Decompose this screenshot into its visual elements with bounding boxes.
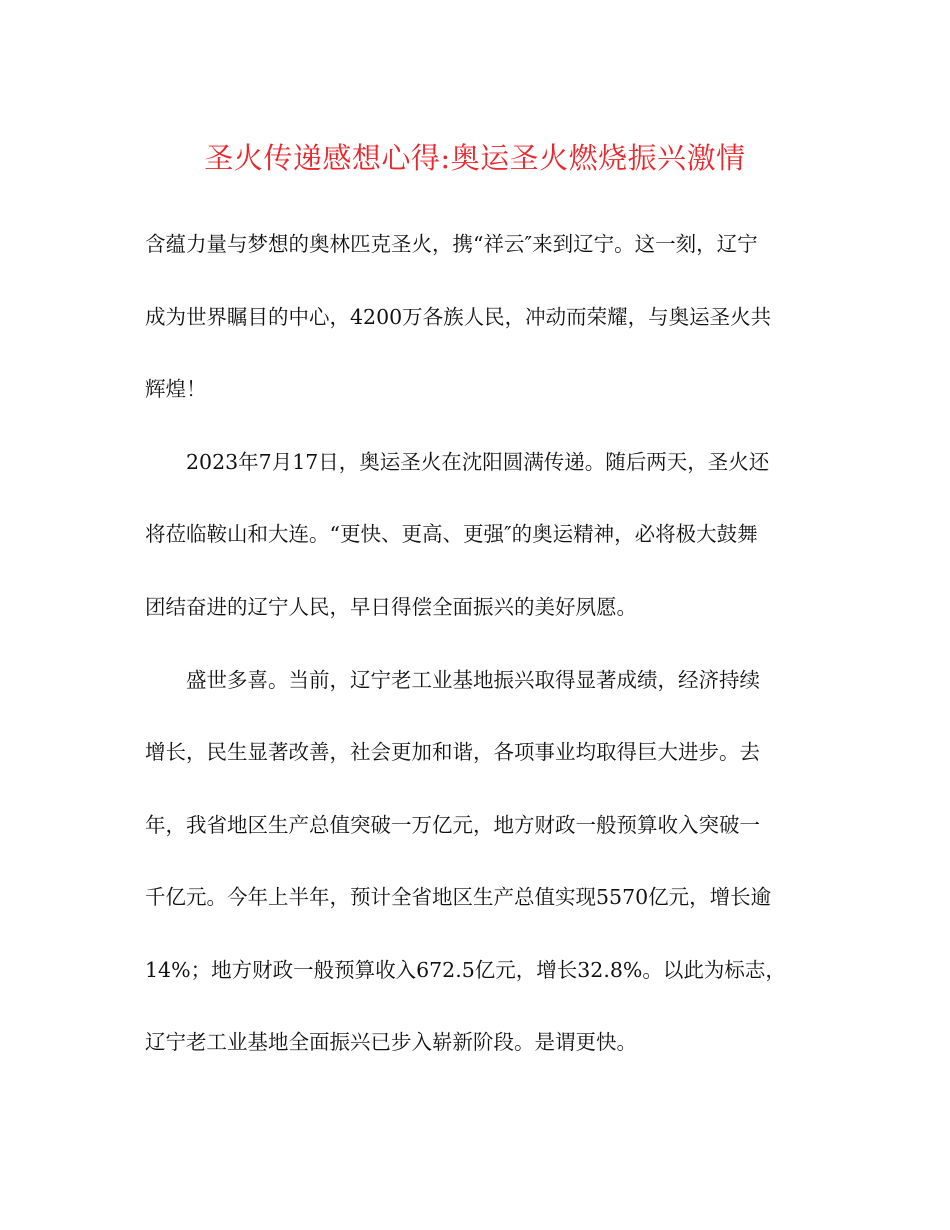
document-title: 圣火传递感想心得:奥运圣火燃烧振兴激情 bbox=[204, 141, 746, 175]
paragraph-3-line-1: 盛世多喜。当前，辽宁老工业基地振兴取得显著成绩，经济持续 bbox=[186, 668, 760, 692]
paragraph-3-line-2: 增长，民生显著改善，社会更加和谐，各项事业均取得巨大进步。去 bbox=[145, 740, 760, 764]
paragraph-2-line-2: 将莅临鞍山和大连。“更快、更高、更强″的奥运精神，必将极大鼓舞 bbox=[145, 522, 758, 546]
paragraph-2-line-3: 团结奋进的辽宁人民，早日得偿全面振兴的美好夙愿。 bbox=[145, 595, 637, 619]
paragraph-1-line-3: 辉煌！ bbox=[145, 377, 207, 401]
paragraph-3-line-6: 辽宁老工业基地全面振兴已步入崭新阶段。是谓更快。 bbox=[145, 1030, 637, 1054]
paragraph-2-line-1: 2023年7月17日，奥运圣火在沈阳圆满传递。随后两天，圣火还 bbox=[186, 450, 770, 474]
paragraph-3-line-4: 千亿元。今年上半年，预计全省地区生产总值实现5570亿元，增长逾 bbox=[145, 885, 772, 909]
paragraph-1-line-1: 含蕴力量与梦想的奥林匹克圣火，携“祥云″来到辽宁。这一刻，辽宁 bbox=[145, 232, 758, 256]
paragraph-3-line-3: 年，我省地区生产总值突破一万亿元，地方财政一般预算收入突破一 bbox=[145, 813, 760, 837]
paragraph-1-line-2: 成为世界瞩目的中心，4200万各族人民，冲动而荣耀，与奥运圣火共 bbox=[145, 305, 772, 329]
paragraph-3-line-5: 14%；地方财政一般预算收入672.5亿元，增长32.8%。以此为标志， bbox=[145, 958, 786, 982]
